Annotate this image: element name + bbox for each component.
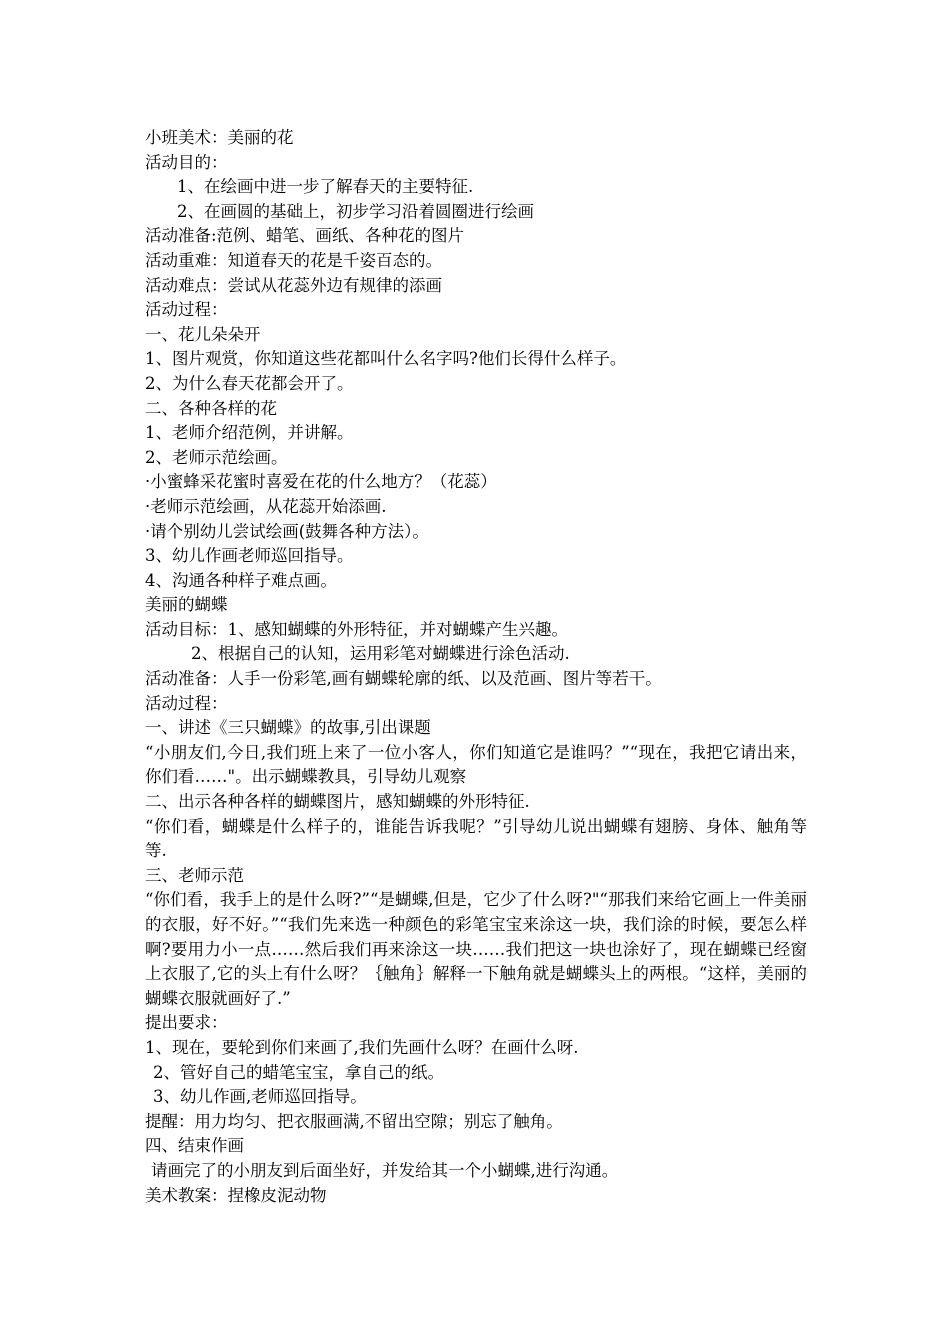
butterfly-section-3-heading: 三、老师示范 [145, 865, 244, 885]
section-1-item-1: 1、图片观赏，你知道这些花都叫什么名字吗?他们长得什么样子。 [145, 349, 627, 369]
section-2-item-1: 1、老师介绍范例，并讲解。 [145, 423, 354, 443]
lesson-title-clay: 美术教案：捏橡皮泥动物 [145, 1185, 327, 1205]
butterfly-section-4-paragraph: 请画完了的小朋友到后面坐好，并发给其一个小蝴蝶,进行沟通。 [151, 1160, 619, 1180]
process-heading: 活动过程： [145, 300, 228, 320]
butterfly-section-3-paragraph: “你们看，我手上的是什么呀?”“是蝴蝶,但是，它少了什么呀?"“那我们来给它画上一件美丽的衣服，好不好。”“我们先来选一种颜色的彩笔宝宝来涂这一块，我们涂的时候，要怎么样啊?要用力小一点……然后我们再来涂这一块……我们把这一块也涂好了，现在蝴蝶已经窗上衣服了,它的头上有什么呀？｛触角｝解释一下触角就是蝴蝶头上的两根。“这样，美丽的蝴蝶衣服就画好了.” [145, 890, 807, 1008]
requirement-3: 3、幼儿作画,老师巡回指导。 [153, 1087, 367, 1107]
requirement-1: 1、现在，要轮到你们来画了,我们先画什么呀？在画什么呀. [145, 1037, 579, 1057]
lesson-title-butterfly: 美丽的蝴蝶 [145, 595, 228, 615]
section-2-bullet-1: ·小蜜蜂采花蜜时喜爱在花的什么地方？（花蕊） [145, 472, 497, 492]
difficulty: 活动难点：尝试从花蕊外边有规律的添画 [145, 275, 442, 295]
requirements-heading: 提出要求： [145, 1013, 228, 1033]
butterfly-section-2-heading: 二、出示各种各样的蝴蝶图片，感知蝴蝶的外形特征. [145, 792, 530, 812]
section-2-item-3: 3、幼儿作画老师巡回指导。 [145, 546, 354, 566]
butterfly-goal-2: 2、根据自己的认知，运用彩笔对蝴蝶进行涂色活动. [191, 644, 570, 664]
requirement-2: 2、管好自己的蜡笔宝宝，拿自己的纸。 [153, 1062, 444, 1082]
reminder: 提醒：用力均匀、把衣服画满,不留出空隙；别忘了触角。 [145, 1111, 563, 1131]
section-2-heading: 二、各种各样的花 [145, 398, 277, 418]
document-body [145, 126, 807, 1208]
section-2-item-2: 2、老师示范绘画。 [145, 447, 288, 467]
butterfly-process-heading: 活动过程： [145, 693, 228, 713]
goal-item-2: 2、在画圆的基础上，初步学习沿着圆圈进行绘画 [177, 201, 534, 221]
lesson-title-flower: 小班美术：美丽的花 [145, 128, 294, 147]
butterfly-goal-1: 活动目标：1、感知蝴蝶的外形特征，并对蝴蝶产生兴趣。 [145, 619, 568, 639]
goal-item-1: 1、在绘画中进一步了解春天的主要特征. [177, 177, 474, 197]
goal-heading: 活动目的： [145, 152, 228, 172]
butterfly-section-2-paragraph: “你们看，蝴蝶是什么样子的，谁能告诉我呢？”引导幼儿说出蝴蝶有翅膀、身体、触角等等. [145, 816, 807, 861]
section-1-heading: 一、花儿朵朵开 [145, 324, 261, 344]
key-point: 活动重难：知道春天的花是千姿百态的。 [145, 250, 442, 270]
preparation: 活动准备:范例、蜡笔、画纸、各种花的图片 [145, 226, 465, 246]
section-2-bullet-3: ·请个别幼儿尝试绘画(鼓舞各种方法）。 [145, 521, 429, 541]
butterfly-section-4-heading: 四、结束作画 [145, 1136, 244, 1156]
section-1-item-2: 2、为什么春天花都会开了。 [145, 373, 354, 393]
section-2-bullet-2: ·老师示范绘画，从花蕊开始添画. [145, 496, 387, 516]
butterfly-section-1-heading: 一、讲述《三只蝴蝶》的故事,引出课题 [145, 718, 431, 738]
butterfly-preparation: 活动准备：人手一份彩笔,画有蝴蝶轮廓的纸、以及范画、图片等若干。 [145, 669, 662, 689]
butterfly-section-1-paragraph: “小朋友们,今日,我们班上来了一位小客人，你们知道它是谁吗？”“现在，我把它请出来，你们看……"。出示蝴蝶教具，引导幼儿观察 [145, 742, 807, 787]
section-2-item-4: 4、沟通各种样子难点画。 [145, 570, 337, 590]
